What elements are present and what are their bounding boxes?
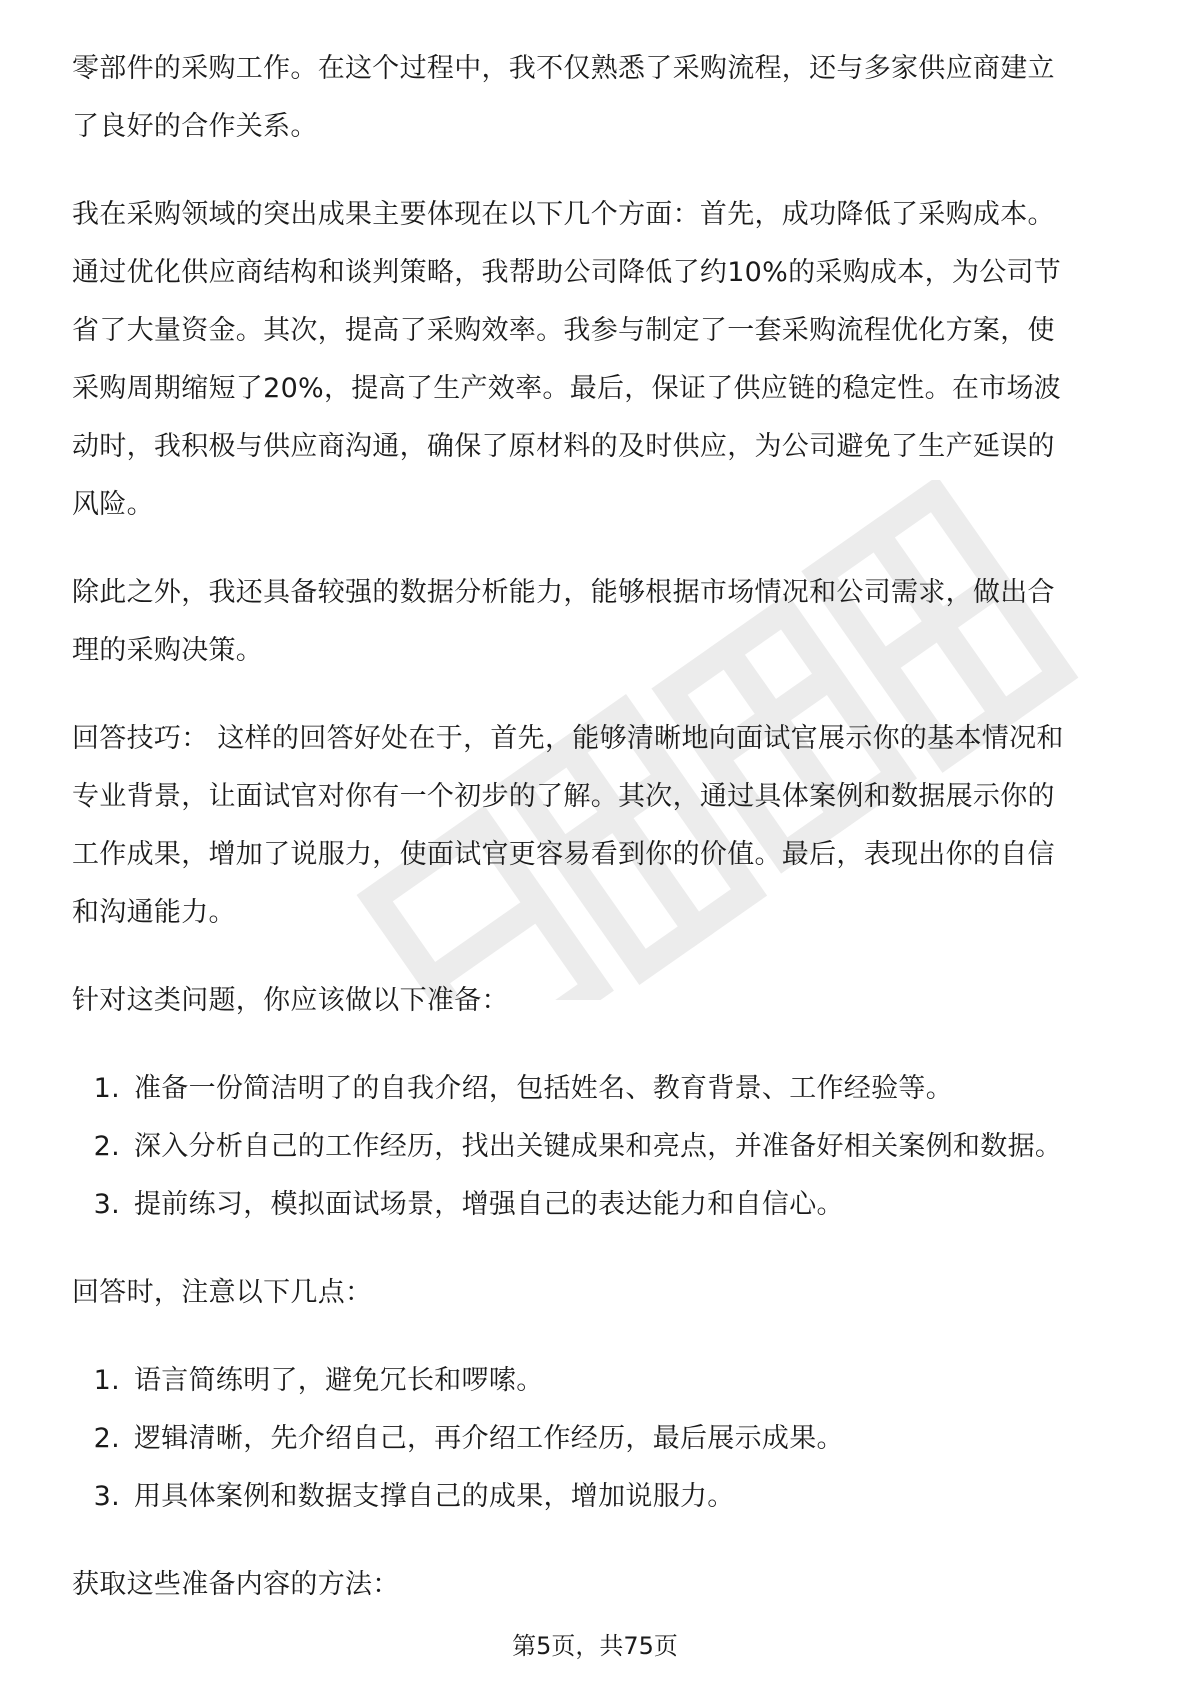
text-line: 获取这些准备内容的方法： bbox=[72, 1569, 400, 1600]
text-line: 针对这类问题，你应该做以下准备： bbox=[72, 985, 509, 1016]
text-line: 零部件的采购工作。在这个过程中，我不仅熟悉了采购流程，还与多家供应商建立 bbox=[72, 53, 1055, 84]
document-body bbox=[72, 40, 1122, 1644]
method-heading bbox=[72, 1556, 1122, 1614]
list-number: 1. bbox=[93, 1073, 120, 1104]
list-item bbox=[72, 1410, 1122, 1468]
text-line: 省了大量资金。其次，提高了采购效率。我参与制定了一套采购流程优化方案，使 bbox=[72, 315, 1055, 346]
text-line: 风险。 bbox=[72, 489, 154, 520]
notes-list bbox=[72, 1352, 1122, 1526]
list-text: 语言简练明了，避免冗长和啰嗦。 bbox=[134, 1365, 544, 1396]
list-item bbox=[72, 1176, 1122, 1234]
text-line: 理的采购决策。 bbox=[72, 635, 264, 666]
list-text: 用具体案例和数据支撑自己的成果，增加说服力。 bbox=[134, 1481, 735, 1512]
list-item bbox=[72, 1118, 1122, 1176]
list-text: 深入分析自己的工作经历，找出关键成果和亮点，并准备好相关案例和数据。 bbox=[134, 1131, 1063, 1162]
list-item bbox=[72, 1352, 1122, 1410]
list-number: 1. bbox=[93, 1365, 120, 1396]
list-number: 2. bbox=[93, 1131, 120, 1162]
paragraph bbox=[72, 40, 1122, 156]
text-line: 了良好的合作关系。 bbox=[72, 111, 318, 142]
list-number: 3. bbox=[93, 1189, 120, 1220]
text-line: 除此之外，我还具备较强的数据分析能力，能够根据市场情况和公司需求，做出合 bbox=[72, 577, 1055, 608]
text-line: 回答技巧： 这样的回答好处在于，首先，能够清晰地向面试官展示你的基本情况和 bbox=[72, 723, 1064, 754]
prep-heading bbox=[72, 972, 1122, 1030]
list-number: 3. bbox=[93, 1481, 120, 1512]
list-text: 逻辑清晰，先介绍自己，再介绍工作经历，最后展示成果。 bbox=[134, 1423, 844, 1454]
page-number-footer: 第5页，共75页 bbox=[512, 1632, 678, 1660]
text-line: 动时，我积极与供应商沟通，确保了原材料的及时供应，为公司避免了生产延误的 bbox=[72, 431, 1055, 462]
list-number: 2. bbox=[93, 1423, 120, 1454]
text-line: 我在采购领域的突出成果主要体现在以下几个方面：首先，成功降低了采购成本。 bbox=[72, 199, 1055, 230]
paragraph bbox=[72, 186, 1122, 534]
text-line: 回答时，注意以下几点： bbox=[72, 1277, 373, 1308]
notes-heading bbox=[72, 1264, 1122, 1322]
list-item bbox=[72, 1468, 1122, 1526]
list-item bbox=[72, 1060, 1122, 1118]
paragraph-group bbox=[72, 40, 1122, 1030]
answer-tips-paragraph bbox=[72, 710, 1122, 942]
text-line: 专业背景，让面试官对你有一个初步的了解。其次，通过具体案例和数据展示你的 bbox=[72, 781, 1055, 812]
paragraph bbox=[72, 564, 1122, 680]
text-line: 采购周期缩短了20%，提高了生产效率。最后，保证了供应链的稳定性。在市场波 bbox=[72, 373, 1062, 404]
list-text: 准备一份简洁明了的自我介绍，包括姓名、教育背景、工作经验等。 bbox=[134, 1073, 953, 1104]
prep-list bbox=[72, 1060, 1122, 1234]
text-line: 通过优化供应商结构和谈判策略，我帮助公司降低了约10%的采购成本，为公司节 bbox=[72, 257, 1062, 288]
text-line: 和沟通能力。 bbox=[72, 897, 236, 928]
text-line: 工作成果，增加了说服力，使面试官更容易看到你的价值。最后，表现出你的自信 bbox=[72, 839, 1055, 870]
list-text: 提前练习，模拟面试场景，增强自己的表达能力和自信心。 bbox=[134, 1189, 844, 1220]
